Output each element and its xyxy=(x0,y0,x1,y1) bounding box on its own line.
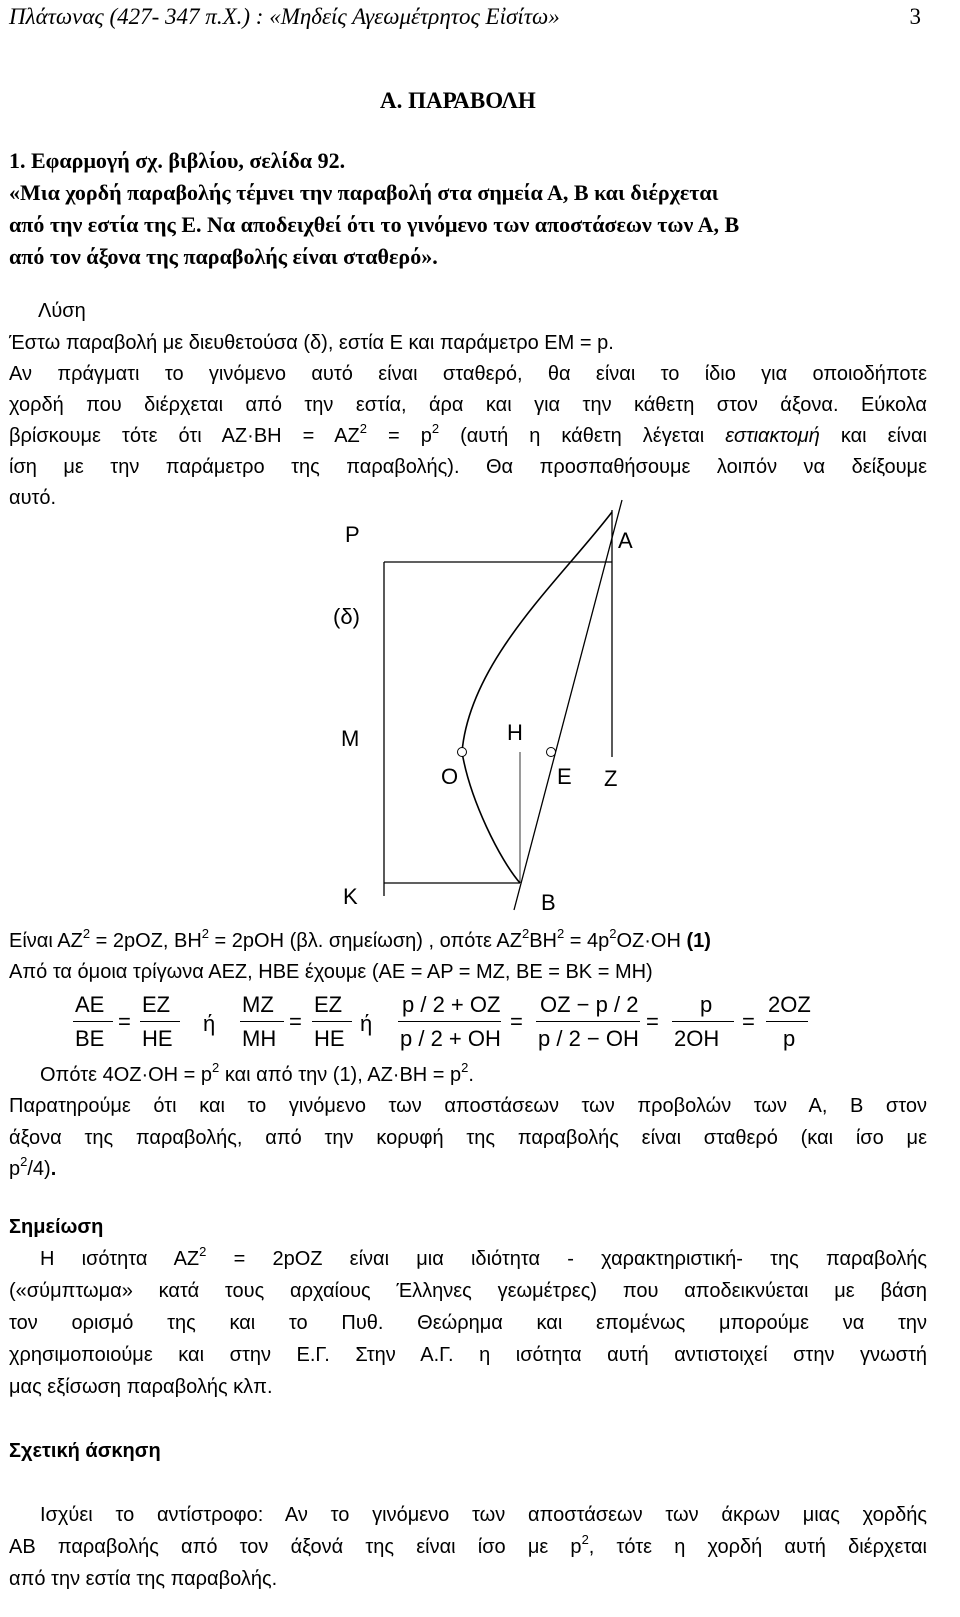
related-line: από την εστία της παραβολής. xyxy=(9,1568,278,1590)
fraction-bar xyxy=(312,1021,352,1022)
fraction-denominator: p xyxy=(783,1026,796,1051)
superscript: 2 xyxy=(609,926,617,941)
related-text: Ισχύει το αντίστροφο: Αν το γινόμενο των αποστάσεων των άκρων μιας χορδής xyxy=(40,1504,927,1526)
proof-text: ΟΖ·ΟΗ xyxy=(616,930,687,952)
superscript: 2 xyxy=(581,1532,589,1547)
note-text: («σύμπτωμα» κατά τους αρχαίους Έλληνες γεωμέτρες) που αποδεικνύεται με βάση xyxy=(9,1280,927,1302)
fraction-numerator: ΟΖ − p / 2 xyxy=(540,992,639,1017)
parabola-curve xyxy=(462,512,612,883)
related-text: , τότε η χορδή αυτή διέρχεται xyxy=(588,1536,927,1558)
superscript: 2 xyxy=(359,421,367,436)
term-estiaktomi: εστιακτομή xyxy=(725,425,820,447)
fraction-numerator: ΕΖ xyxy=(314,992,343,1017)
fraction-denominator: 2ΟΗ xyxy=(674,1026,720,1051)
fraction-numerator: p xyxy=(700,992,713,1017)
proof-text: = 2pΟΗ (βλ. σημείωση) , οπότε ΑΖ xyxy=(209,930,522,952)
related-text: ΑΒ παραβολής από τον άξονά της είναι ίσο με p xyxy=(9,1536,582,1558)
fraction-bar xyxy=(240,1021,284,1022)
note-text: τον ορισμό της και το Πυθ. Θεώρημα και επομένως μπορούμε να την xyxy=(9,1312,927,1334)
superscript: 2 xyxy=(521,926,530,941)
fraction-numerator: ΑΕ xyxy=(75,992,105,1017)
related-heading: Σχετική άσκηση xyxy=(9,1440,161,1462)
proof-text: Είναι ΑΖ xyxy=(9,930,83,952)
superscript: 2 xyxy=(212,1060,220,1075)
solution-text: βρίσκουμε τότε ότι ΑΖ·ΒΗ = ΑΖ xyxy=(9,425,360,447)
superscript: 2 xyxy=(431,421,440,436)
proof-text: . xyxy=(50,1158,57,1180)
or-word: ή xyxy=(203,1011,216,1036)
note-line xyxy=(9,1344,927,1367)
fraction-denominator: ΗΕ xyxy=(314,1026,345,1051)
label-delta: (δ) xyxy=(333,604,360,629)
superscript: 2 xyxy=(20,1154,28,1169)
solution-text: (αυτή η κάθετη λέγεται xyxy=(439,425,726,447)
focus-point-E xyxy=(547,748,556,757)
fraction-denominator: ΜΗ xyxy=(242,1026,277,1051)
fraction-denominator: ΗΕ xyxy=(142,1026,173,1051)
equals-sign: = xyxy=(742,1009,755,1034)
fraction-bar xyxy=(536,1021,640,1022)
equation-ref-1: (1) xyxy=(686,930,711,952)
note-line: μας εξίσωση παραβολής κλπ. xyxy=(9,1376,273,1398)
solution-line: αυτό. xyxy=(9,487,57,509)
note-text: χρησιμοποιούμε και στην Ε.Γ. Στην Α.Γ. η ισότητα αυτή αντιστοιχεί στην γνωστή xyxy=(9,1344,927,1366)
vertex-point-O xyxy=(458,748,467,757)
proof-text: = 4p xyxy=(564,930,610,952)
problem-line: από την εστία της Ε. Να αποδειχθεί ότι το γινόμενο των αποστάσεων των Α, Β xyxy=(9,212,740,237)
fraction-bar xyxy=(140,1021,180,1022)
label-H: H xyxy=(507,720,523,745)
superscript: 2 xyxy=(199,1244,207,1259)
note-line xyxy=(40,1244,927,1271)
superscript: 2 xyxy=(461,1060,469,1075)
label-M: M xyxy=(341,726,360,751)
label-K: K xyxy=(343,884,358,909)
problem-line: από τον άξονα της παραβολής είναι σταθερό». xyxy=(9,244,438,269)
solution-text: χορδή που διέρχεται από την εστία, άρα και για την κάθετη στον άξονα. Εύκολα xyxy=(9,394,927,416)
proof-line xyxy=(40,1060,958,1087)
problem-line: «Μια χορδή παραβολής τέμνει την παραβολή στα σημεία Α, Β και διέρχεται xyxy=(9,180,719,205)
proof-text: Οπότε 4ΟΖ·ΟΗ = p xyxy=(40,1064,213,1086)
label-P: P xyxy=(345,522,360,547)
section-title: Α. ΠΑΡΑΒΟΛΗ xyxy=(380,88,536,113)
note-text: Η ισότητα ΑΖ xyxy=(40,1248,200,1270)
label-Z: Z xyxy=(604,766,618,791)
problem-heading: 1. Εφαρμογή σχ. βιβλίου, σελίδα 92. xyxy=(9,148,346,173)
solution-line: Έστω παραβολή με διευθετούσα (δ), εστία Ε και παράμετρο ΕΜ = p. xyxy=(9,332,614,354)
related-line xyxy=(9,1532,927,1559)
note-text: = 2pΟΖ είναι μια ιδιότητα - χαρακτηριστική- της παραβολής xyxy=(206,1248,927,1270)
proof-line xyxy=(9,1154,927,1181)
proof-line: Από τα όμοια τρίγωνα ΑΕΖ, ΗΒΕ έχουμε (ΑΕ = ΑΡ = ΜΖ, ΒΕ = ΒΚ = ΜΗ) xyxy=(9,961,653,983)
related-line xyxy=(40,1504,927,1527)
solution-text: ίση με την παράμετρο της παραβολής). Θα προσπαθήσουμε λοιπόν να δείξουμε xyxy=(9,456,927,478)
proof-text: . xyxy=(468,1064,474,1086)
proof-line xyxy=(9,926,927,953)
fraction-bar xyxy=(766,1021,808,1022)
fraction-numerator: ΕΖ xyxy=(142,992,171,1017)
fraction-denominator: p / 2 − ΟΗ xyxy=(538,1026,639,1051)
solution-text: και είναι xyxy=(819,425,927,447)
fraction-denominator: p / 2 + ΟΗ xyxy=(400,1026,501,1051)
proof-line xyxy=(9,1127,927,1150)
superscript: 2 xyxy=(82,926,91,941)
proof-text: και από την (1), ΑΖ·ΒΗ = p xyxy=(219,1064,462,1086)
fraction-denominator: ΒΕ xyxy=(75,1026,105,1051)
fraction-bar xyxy=(672,1021,734,1022)
equals-sign: = xyxy=(118,1009,131,1034)
note-line xyxy=(9,1312,927,1335)
solution-text: Αν πράγματι το γινόμενο αυτό είναι σταθερό, θα είναι το ίδιο για οποιοδήποτε xyxy=(9,363,927,385)
fraction-numerator: 2ΟΖ xyxy=(768,992,811,1017)
proof-text: Παρατηρούμε ότι και το γινόμενο των αποστάσεων των προβολών των Α, Β στον xyxy=(9,1095,927,1117)
proof-line xyxy=(9,1095,927,1118)
fraction-bar xyxy=(398,1021,501,1022)
superscript: 2 xyxy=(556,926,565,941)
equals-sign: = xyxy=(646,1009,659,1034)
superscript: 2 xyxy=(201,926,209,941)
proof-text: /4) xyxy=(27,1158,51,1180)
proof-text: p xyxy=(9,1158,21,1180)
page-number: 3 xyxy=(909,4,921,29)
equals-sign: = xyxy=(510,1009,523,1034)
fraction-bar xyxy=(73,1021,113,1022)
solution-text: = p xyxy=(367,425,432,447)
fraction-numerator: ΜΖ xyxy=(242,992,274,1017)
label-A: A xyxy=(618,528,633,553)
note-line xyxy=(9,1280,927,1303)
proof-text: = 2pΟΖ, ΒΗ xyxy=(90,930,202,952)
note-heading: Σημείωση xyxy=(9,1216,104,1238)
proof-text: ΒΗ xyxy=(529,930,557,952)
or-word: ή xyxy=(360,1011,373,1036)
equals-sign: = xyxy=(289,1009,302,1034)
proof-text: άξονα της παραβολής, από την κορυφή της παραβολής είναι σταθερό (και ίσο με xyxy=(9,1127,927,1149)
solution-heading: Λύση xyxy=(38,300,86,322)
label-B: B xyxy=(541,890,556,915)
header-title: Πλάτωνας (427- 347 π.Χ.) : «Μηδείς Αγεωμέτρητος Εἰσίτω» xyxy=(9,4,560,29)
fraction-numerator: p / 2 + ΟΖ xyxy=(402,992,501,1017)
label-E: E xyxy=(557,764,572,789)
label-O: O xyxy=(441,764,459,789)
